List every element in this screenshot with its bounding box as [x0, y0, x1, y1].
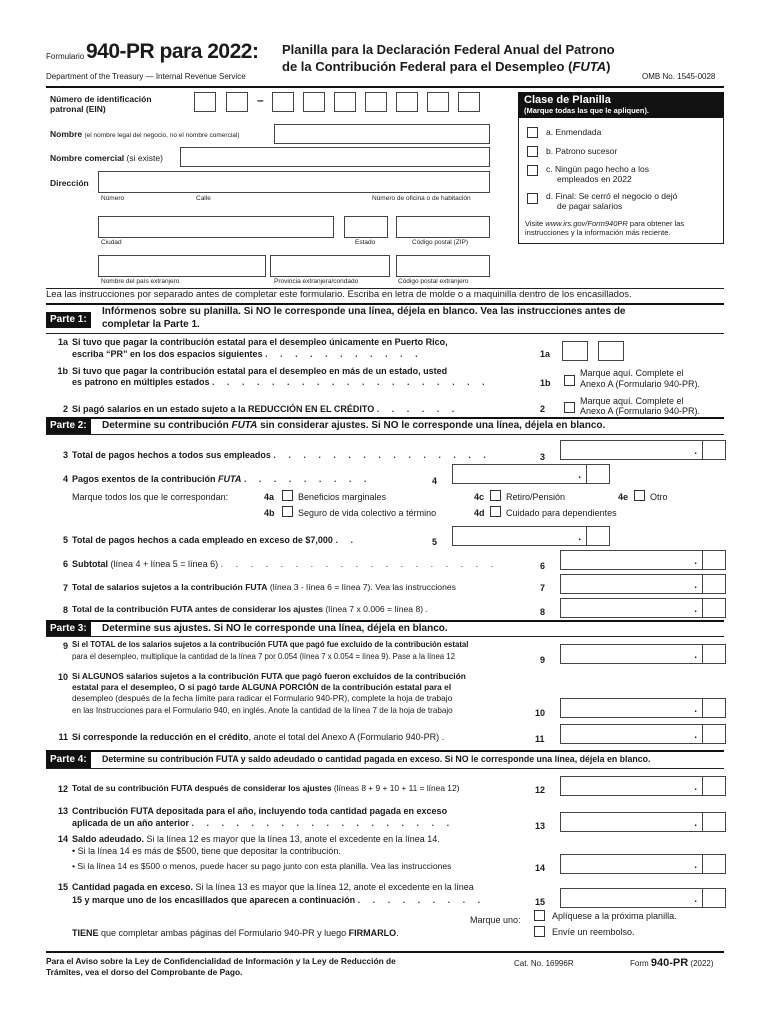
line-10-text-2: estatal para el desempleo, O si pagó tarde ALGUNA PORCIÓN de la contribución estatal para el	[72, 682, 452, 692]
comercial-label: Nombre comercial (si existe)	[50, 153, 163, 163]
line-15-amount[interactable]: .	[560, 888, 726, 908]
state-code-1[interactable]	[562, 341, 588, 361]
ein-dash: –	[257, 93, 264, 107]
line-7-number: 7	[62, 583, 68, 593]
line-14-amount[interactable]: .	[560, 854, 726, 874]
line-14-text-3: • Si la línea 14 es $500 o menos, puede hacer su pago junto con esta planilla. Vea las instrucciones	[72, 861, 452, 871]
part3-title-rule	[46, 636, 724, 637]
checkbox-line-2[interactable]	[564, 402, 575, 413]
line-1b-text-1: Si tuvo que pagar la contribución estatal para el desempleo en más de un estado, usted	[72, 366, 448, 376]
check-4d-label: 4d	[474, 508, 485, 518]
part1-title-rule	[46, 333, 724, 334]
line-4-amount[interactable]: .	[452, 464, 610, 484]
line-2-ref: 2	[540, 404, 546, 414]
part4-title-rule	[46, 768, 724, 769]
line-13-text-1: Contribución FUTA depositada para el año, incluyendo toda cantidad pagada en exceso	[72, 806, 448, 816]
clase-c2: empleados en 2022	[557, 174, 632, 184]
line-8-ref: 8	[540, 607, 546, 617]
line-12-ref: 12	[535, 785, 546, 795]
clase-d1: d. Final: Se cerró el negocio o dejó	[546, 191, 678, 201]
line-9-ref: 9	[540, 655, 546, 665]
line-11-number: 11	[58, 732, 68, 742]
part4-title: Determine su contribución FUTA y saldo adeudado o cantidad pagada en exceso. Si NO le corresponde una línea, déjela en blanco.	[102, 754, 651, 764]
line-12-text: Total de su contribución FUTA después de considerar los ajustes (líneas 8 + 9 + 10 + 11 = línea 12)	[72, 783, 460, 793]
line-3-text: Total de pagos hechos a todos sus empleados . . . . . . . . . . . . . . .	[72, 450, 491, 460]
line-13-number: 13	[57, 806, 68, 816]
line-7-amount[interactable]: .	[560, 574, 726, 594]
sub-oficina: Número de oficina o de habitación	[372, 195, 471, 202]
checkbox-4d[interactable]	[490, 506, 501, 517]
line-1b-number: 1b	[57, 366, 68, 376]
line-10-amount[interactable]: .	[560, 698, 726, 718]
state-code-2[interactable]	[598, 341, 624, 361]
ein-digit-1[interactable]	[194, 92, 216, 112]
line-13-amount[interactable]: .	[560, 812, 726, 832]
sub-zip: Código postal (ZIP)	[412, 239, 468, 246]
ein-digit-2[interactable]	[226, 92, 248, 112]
checkbox-4b[interactable]	[282, 506, 293, 517]
checkbox-4e[interactable]	[634, 490, 645, 501]
line-9-text-1: Si el TOTAL de los salarios sujetos a la contribución FUTA que pagó fue excluido de la contribución estatal	[72, 640, 469, 649]
ein-digit-4[interactable]	[303, 92, 325, 112]
postal-ext-field[interactable]	[396, 255, 490, 277]
line-11-text: Si corresponde la reducción en el crédito, anote el total del Anexo A (Formulario 940-PR) .	[72, 732, 450, 742]
line-13-ref: 13	[535, 821, 546, 831]
line-8-text: Total de la contribución FUTA antes de considerar los ajustes (línea 7 x 0.006 = línea 8) .	[72, 604, 433, 614]
checkbox-aplicar-proxima[interactable]	[534, 910, 545, 921]
line-2-mark-2: Anexo A (Formulario 940-PR).	[580, 406, 701, 416]
line-13-text-2: aplicada de un año anterior . . . . . . . . . . . . . . . . . .	[72, 818, 455, 828]
line-7-text: Total de salarios sujetos a la contribución FUTA (línea 3 - línea 6 = línea 7). Vea las instrucciones	[72, 582, 456, 592]
clase-title: Clase de Planilla	[524, 94, 611, 106]
checkbox-ningun-pago[interactable]	[527, 165, 538, 176]
clase-b: b. Patrono sucesor	[546, 146, 618, 156]
check-4c-text: Retiro/Pensión	[506, 492, 566, 502]
line-1a-text-2: escriba “PR” en los dos espacios siguientes . . . . . . . . . . .	[72, 349, 423, 359]
line-10-number: 10	[57, 672, 68, 682]
sub-provincia: Provincia extranjera/condado	[274, 278, 359, 285]
formulario-label: Formulario	[46, 52, 85, 61]
ein-digit-3[interactable]	[272, 92, 294, 112]
option-reembolso: Envíe un reembolso.	[552, 927, 635, 937]
line-1b-text-2: es patrono en múltiples estados . . . . . . . . . . . . . . . . . . .	[72, 377, 490, 387]
line-14-ref: 14	[535, 863, 546, 873]
line-5-text: Total de pagos hechos a cada empleado en exceso de $7,000 . .	[72, 535, 358, 545]
line-4-number: 4	[62, 474, 68, 484]
sub-pais: Nombre del país extranjero	[101, 278, 180, 285]
checkbox-reembolso[interactable]	[534, 926, 545, 937]
part2-title-rule	[46, 434, 724, 435]
line-10-text-1: Si ALGUNOS salarios sujetos a la contribución FUTA que pagó fueron excluidos de la contribución	[72, 671, 466, 681]
check-4a-label: 4a	[264, 492, 275, 502]
line-6-ref: 6	[540, 561, 546, 571]
line-11-ref: 11	[535, 734, 545, 744]
form-header	[46, 38, 726, 86]
part4-label: Parte 4:	[46, 752, 91, 768]
omb-number: OMB No. 1545-0028	[642, 72, 716, 81]
check-4c-label: 4c	[474, 492, 485, 502]
part3-label: Parte 3:	[46, 621, 91, 637]
part2-rule	[46, 417, 724, 419]
checkbox-4a[interactable]	[282, 490, 293, 501]
line-3-amount[interactable]: .	[560, 440, 726, 460]
clase-visit: Visite www.irs.gov/Form940PR para obtener las instrucciones y la información más reciente.	[525, 219, 685, 237]
ein-label: Número de identificación patronal (EIN)	[50, 94, 152, 114]
part1-label: Parte 1:	[46, 312, 91, 328]
line-4-ref: 4	[432, 476, 438, 486]
nombre-label: Nombre (el nombre legal del negocio, no el nombre comercial)	[50, 129, 240, 139]
title-line-1: Planilla para la Declaración Federal Anual del Patrono	[282, 42, 615, 57]
sub-calle: Calle	[196, 195, 211, 202]
line-1b-ref: 1b	[540, 378, 551, 388]
line-9-number: 9	[62, 641, 68, 651]
line-4-text: Pagos exentos de la contribución FUTA . . . . . . . . .	[72, 474, 372, 484]
part3-title: Determine sus ajustes. Si NO le corresponde una línea, déjela en blanco.	[102, 623, 448, 634]
tiene-note: TIENE que completar ambas páginas del Formulario 940-PR y luego FIRMARLO.	[72, 928, 399, 938]
form-title: 940-PR para 2022:	[86, 40, 259, 63]
zip-field[interactable]	[396, 216, 490, 238]
checkbox-enmendada[interactable]	[527, 127, 538, 138]
clase-d2: de pagar salarios	[557, 201, 623, 211]
line-5-amount[interactable]: .	[452, 526, 610, 546]
line-14-number: 14	[57, 834, 68, 844]
line-14-text-2: • Si la línea 14 es más de $500, tiene que depositar la contribución.	[72, 846, 341, 856]
line-3-number: 3	[62, 450, 68, 460]
title-line-2: de la Contribución Federal para el Desempleo (FUTA)	[282, 59, 611, 74]
check-4b-text: Seguro de vida colectivo a término	[298, 508, 437, 518]
line-15-number: 15	[57, 882, 68, 892]
line-10-ref: 10	[535, 708, 546, 718]
line-9-amount[interactable]: .	[560, 644, 726, 664]
part1-rule	[46, 303, 724, 305]
instructions-line: Lea las instrucciones por separado antes de completar este formulario. Escriba en letra de molde o a maquinilla dentro de los encasillados.	[46, 289, 632, 300]
part1-title-2: completar la Parte 1.	[102, 319, 200, 330]
comercial-field[interactable]	[180, 147, 490, 167]
catalog-number: Cat. No. 16996R	[514, 959, 574, 968]
part2-label: Parte 2:	[46, 418, 91, 434]
line-1a-ref: 1a	[540, 349, 551, 359]
check-4b-label: 4b	[264, 508, 275, 518]
ein-digit-9[interactable]	[458, 92, 480, 112]
clase-panel	[518, 92, 724, 244]
pais-field[interactable]	[98, 255, 266, 277]
check-4a-text: Beneficios marginales	[298, 492, 387, 502]
direccion-field[interactable]	[98, 171, 490, 193]
marque-uno: Marque uno:	[470, 915, 521, 925]
line-15-ref: 15	[535, 897, 546, 907]
check-4e-label: 4e	[618, 492, 629, 502]
line-8-amount[interactable]: .	[560, 598, 726, 618]
marque-todos: Marque todos los que le correspondan:	[72, 492, 229, 502]
line-8-number: 8	[62, 605, 68, 615]
option-aplicar-proxima: Aplíquese a la próxima planilla.	[552, 911, 677, 921]
part3-rule	[46, 620, 724, 622]
clase-header	[518, 92, 724, 118]
estado-field[interactable]	[344, 216, 388, 238]
line-14-text-1: Saldo adeudado. Si la línea 12 es mayor que la línea 13, anote el excedente en la línea 14.	[72, 834, 440, 844]
clase-c1: c. Ningún pago hecho a los	[546, 164, 650, 174]
line-3-ref: 3	[540, 452, 546, 462]
line-5-ref: 5	[432, 537, 438, 547]
irs-link[interactable]: www.irs.gov/Form940PR	[545, 219, 628, 228]
line-12-number: 12	[57, 784, 68, 794]
line-2-text: Si pagó salarios en un estado sujeto a la REDUCCIÓN EN EL CRÉDITO . . . . . .	[72, 404, 460, 414]
line-6-amount[interactable]: .	[560, 550, 726, 570]
line-2-mark-1: Marque aquí. Complete el	[580, 396, 684, 406]
line-5-number: 5	[62, 535, 68, 545]
line-1b-mark-2: Anexo A (Formulario 940-PR).	[580, 379, 701, 389]
line-1a-text-1: Si tuvo que pagar la contribución estatal para el desempleo únicamente en Puerto Rico,	[72, 337, 448, 347]
checkbox-final[interactable]	[527, 193, 538, 204]
line-10-text-4: en las Instrucciones para el Formulario 940, en inglés. Anote la cantidad de la línea 7 de la hoja de trabajo	[72, 706, 453, 715]
checkbox-line-1b[interactable]	[564, 375, 575, 386]
footer-left-2: Trámites, vea el dorso del Comprobante de Pago.	[46, 967, 243, 977]
line-6-text: Subtotal (línea 4 + línea 5 = línea 6) . . . . . . . . . . . . . . . . . . .	[72, 559, 499, 569]
line-15-text-2: 15 y marque uno de los encasillados que aparecen a continuación . . . . . . . . .	[72, 895, 486, 905]
provincia-field[interactable]	[270, 255, 390, 277]
line-7-ref: 7	[540, 583, 546, 593]
line-1b-mark-1: Marque aquí. Complete el	[580, 368, 684, 378]
check-4d-text: Cuidado para dependientes	[506, 508, 617, 518]
sub-ciudad: Ciudad	[101, 239, 122, 246]
checkbox-patrono-sucesor[interactable]	[527, 146, 538, 157]
line-1a-number: 1a	[57, 337, 68, 347]
line-6-number: 6	[62, 559, 68, 569]
part1-title-1: Infórmenos sobre su planilla. Si NO le corresponde una línea, déjela en blanco. Vea las instrucciones antes de	[102, 306, 626, 317]
check-4e-text: Otro	[650, 492, 668, 502]
ein-digit-5[interactable]	[334, 92, 356, 112]
ein-digit-8[interactable]	[427, 92, 449, 112]
line-11-amount[interactable]: .	[560, 724, 726, 744]
line-15-text-1: Cantidad pagada en exceso. Si la línea 13 es mayor que la línea 12, anote el excedente en la línea	[72, 882, 474, 892]
clase-a: a. Enmendada	[546, 127, 602, 137]
line-10-text-3: desempleo (después de la fecha límite para radicar el Formulario 940-PR), complete la hoja de trabajo	[72, 693, 453, 703]
ein-digit-7[interactable]	[396, 92, 418, 112]
ciudad-field[interactable]	[98, 216, 334, 238]
part4-rule	[46, 750, 724, 752]
part2-title: Determine su contribución FUTA sin considerar ajustes. Si NO le corresponde una línea, déjela en blanco.	[102, 420, 606, 431]
footer-rule	[46, 951, 724, 953]
direccion-label: Dirección	[50, 178, 89, 188]
header-rule	[46, 86, 724, 88]
footer-left-1: Para el Aviso sobre la Ley de Confidencialidad de Información y la Ley de Reducción de	[46, 956, 396, 966]
line-9-text-2: para el desempleo, multiplique la cantidad de la línea 7 por 0.054 (línea 7 x 0.054 = línea 9). Pase a la línea 12	[72, 652, 455, 661]
nombre-field[interactable]	[274, 124, 490, 144]
sub-postal-ext: Código postal extranjero	[398, 278, 469, 285]
sub-estado: Estado	[355, 239, 376, 246]
line-2-number: 2	[62, 404, 68, 414]
checkbox-4c[interactable]	[490, 490, 501, 501]
ein-digit-6[interactable]	[365, 92, 387, 112]
line-12-amount[interactable]: .	[560, 776, 726, 796]
sub-numero: Número	[101, 195, 125, 202]
clase-subtitle: (Marque todas las que le apliquen).	[524, 105, 650, 115]
footer-form-name: Form 940-PR (2022)	[630, 957, 714, 969]
department: Department of the Treasury — Internal Revenue Service	[46, 72, 246, 81]
